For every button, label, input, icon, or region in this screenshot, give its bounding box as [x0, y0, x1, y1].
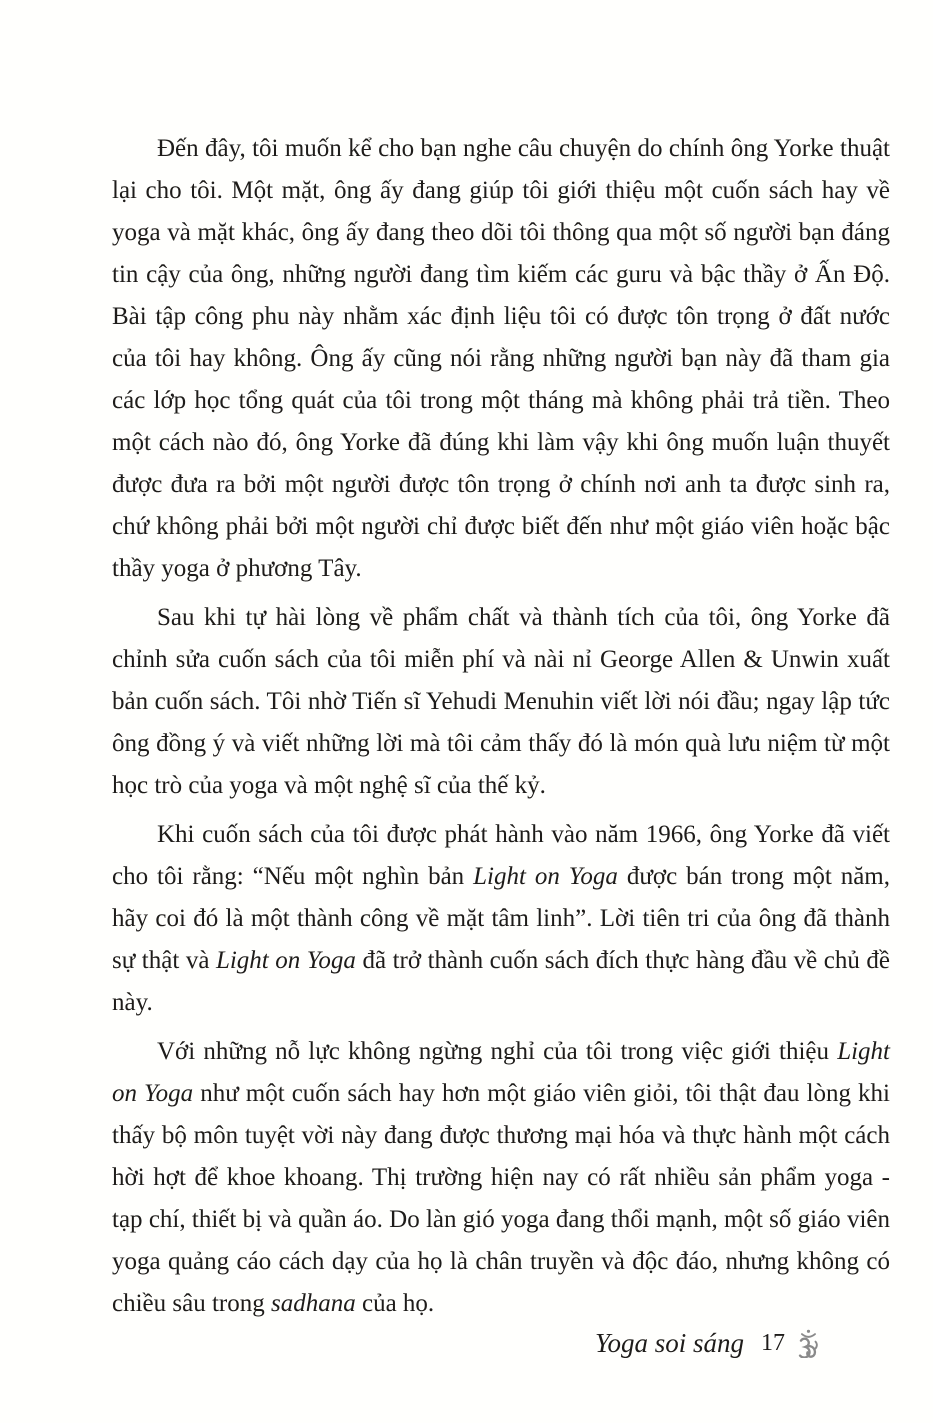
page-footer — [595, 1326, 823, 1360]
book-title: Yoga soi sáng — [594, 1328, 744, 1358]
text-segment: của họ. — [355, 1290, 435, 1317]
paragraph — [112, 128, 890, 590]
om-symbol-icon — [793, 1328, 823, 1358]
text-segment: Sau khi tự hài lòng về phẩm chất và thành tích của tôi, ông Yorke đã chỉnh sửa cuốn sách của tôi miễn phí và nài nỉ George Allen & Unwin xuất bản cuốn sách. Tôi nhờ Tiến sĩ Yehudi Menuhin viết lời nói đầu; ngay lập tức ông đồng ý và viết những lời mà tôi cảm thấy đó là món quà lưu niệm từ một học trò của yoga và một nghệ sĩ của thế kỷ. — [112, 604, 890, 799]
text-segment: như một cuốn sách hay hơn một giáo viên giỏi, tôi thật đau lòng khi thấy bộ môn tuyệt vời này đang được thương mại hóa và thực hành một cách hời hợt để khoe khoang. Thị trường hiện nay có rất nhiều sản phẩm yoga - tạp chí, thiết bị và quần áo. Do làn gió yoga đang thổi mạnh, một số giáo viên yoga quảng cáo cách dạy của họ là chân truyền và độc đáo, nhưng không có chiều sâu trong — [112, 1080, 891, 1317]
text-segment: Với những nỗ lực không ngừng nghỉ của tôi trong việc giới thiệu — [157, 1038, 838, 1065]
body-text — [112, 128, 890, 1332]
italic-text-segment: Light on Yoga — [112, 1038, 890, 1107]
paragraph — [112, 597, 890, 807]
text-segment: được bán trong một năm, hãy coi đó là một thành công về mặt tâm linh”. Lời tiên tri của ông đã thành sự thật và — [112, 863, 890, 974]
text-segment: Khi cuốn sách của tôi được phát hành vào năm 1966, ông Yorke đã viết cho tôi rằng: “Nếu một nghìn bản — [112, 821, 890, 890]
text-segment: Đến đây, tôi muốn kể cho bạn nghe câu chuyện do chính ông Yorke thuật lại cho tôi. Một mặt, ông ấy đang giúp tôi giới thiệu một cuốn sách hay về yoga và mặt khác, ông ấy đang theo dõi tôi thông qua một số người bạn đáng tin cậy của ông, những người đang tìm kiếm các guru và bậc thầy ở Ấn Độ. Bài tập công phu này nhằm xác định liệu tôi có được tôn trọng ở đất nước của tôi hay không. Ông ấy cũng nói rằng những người bạn này đã tham gia các lớp học tổng quát của tôi trong một tháng mà không phải trả tiền. Theo một cách nào đó, ông Yorke đã đúng khi làm vậy khi ông muốn luận thuyết được đưa ra bởi một người được tôn trọng ở chính nơi anh ta được sinh ra, chứ không phải bởi một người chỉ được biết đến như một giáo viên hoặc bậc thầy yoga ở phương Tây. — [112, 135, 890, 582]
text-segment: đã trở thành cuốn sách đích thực hàng đầu về chủ đề này. — [112, 947, 891, 1016]
page-number: 17 — [761, 1329, 785, 1356]
italic-text-segment: Light on Yoga — [473, 863, 618, 890]
italic-text-segment: Light on Yoga — [215, 947, 356, 974]
paragraph — [112, 1031, 890, 1325]
italic-text-segment: sadhana — [270, 1290, 356, 1317]
paragraph — [112, 814, 890, 1024]
